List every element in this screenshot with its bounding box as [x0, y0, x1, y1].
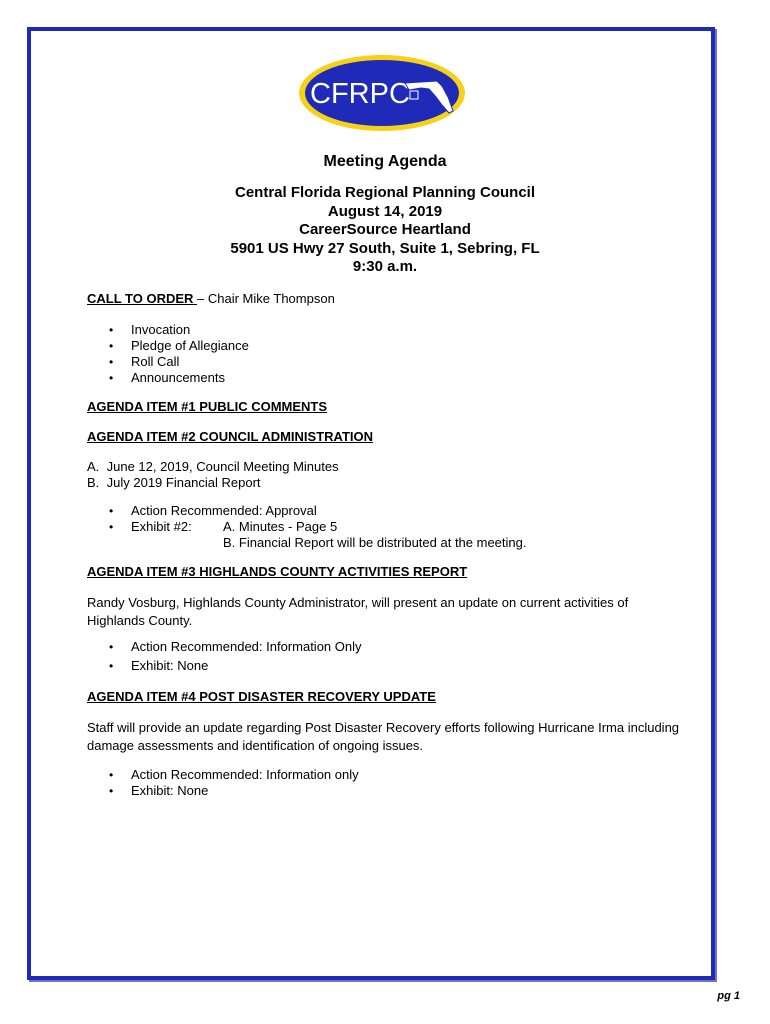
agenda-item-1-heading: AGENDA ITEM #1 PUBLIC COMMENTS: [87, 399, 328, 414]
list-item: • Action Recommended: Information only: [87, 767, 687, 783]
list-item: • Roll Call: [87, 354, 687, 370]
exhibit-b: B. Financial Report will be distributed at the meeting.: [223, 535, 527, 550]
meeting-venue: CareerSource Heartland: [299, 221, 471, 238]
agenda-item-2-heading: AGENDA ITEM #2 COUNCIL ADMINISTRATION: [87, 429, 374, 444]
agenda-item-2-lettered-list: [87, 459, 339, 491]
exhibit-label: Exhibit #2:: [131, 519, 192, 534]
list-item: [87, 519, 687, 535]
meeting-address: 5901 US Hwy 27 South, Suite 1, Sebring, FL: [230, 239, 540, 257]
item-text: July 2019 Financial Report: [106, 475, 261, 490]
item-text: June 12, 2019, Council Meeting Minutes: [106, 459, 339, 474]
agenda-item-4-paragraph: Staff will provide an update regarding Post Disaster Recovery efforts following Hurricane Irma including damage assessments and identification of ongoing issues.: [87, 720, 680, 753]
call-to-order-label: CALL TO ORDER: [87, 291, 198, 306]
list-item: • Exhibit: None: [87, 783, 687, 799]
list-item: • Invocation: [87, 322, 687, 338]
list-item: • Announcements: [87, 370, 687, 386]
item-letter: A.: [87, 459, 100, 474]
agenda-item-3-paragraph: Randy Vosburg, Highlands County Administrator, will present an update on current activities of Highlands County.: [87, 595, 629, 628]
logo-text: CFRPC: [310, 78, 410, 110]
agenda-item-4-bullets: [87, 767, 687, 799]
list-item: [87, 475, 339, 491]
exhibit-a: A. Minutes - Page 5: [223, 519, 338, 534]
item-letter: B.: [87, 475, 100, 490]
list-item: • Action Recommended: Information Only: [87, 639, 687, 658]
agenda-item-4-heading: AGENDA ITEM #4 POST DISASTER RECOVERY UPDATE: [87, 689, 436, 704]
list-item: • Pledge of Allegiance: [87, 338, 687, 354]
page-title: Meeting Agenda: [323, 153, 447, 170]
meeting-date: August 14, 2019: [327, 202, 443, 220]
agenda-item-2-bullets: [87, 503, 687, 535]
agenda-item-3-bullets: [87, 639, 687, 674]
list-item: [87, 459, 339, 475]
agenda-item-3-heading: AGENDA ITEM #3 HIGHLANDS COUNTY ACTIVITIES REPORT: [87, 564, 468, 579]
list-item: • Action Recommended: Approval: [87, 503, 687, 519]
meeting-time: 9:30 a.m.: [352, 258, 418, 275]
page-number: pg 1: [717, 990, 740, 1002]
meeting-header: [0, 184, 770, 277]
cfrpc-logo: [297, 53, 467, 133]
call-to-order: [87, 291, 335, 307]
list-item: • Exhibit: None: [87, 658, 687, 674]
call-to-order-text: – Chair Mike Thompson: [197, 291, 335, 306]
call-to-order-list: [87, 322, 687, 386]
org-name: Central Florida Regional Planning Council: [234, 184, 536, 201]
